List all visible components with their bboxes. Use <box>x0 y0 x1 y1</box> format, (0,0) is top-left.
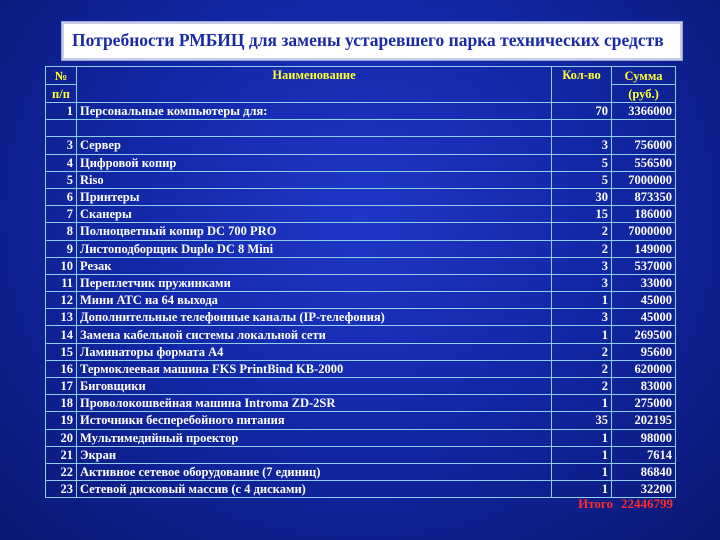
row-qty: 15 <box>552 206 612 223</box>
header-num-line2: п/п <box>46 85 77 103</box>
row-qty: 2 <box>552 360 612 377</box>
row-qty: 2 <box>552 223 612 240</box>
row-num: 14 <box>46 326 77 343</box>
row-name: Принтеры <box>77 188 552 205</box>
row-name: Сканеры <box>77 206 552 223</box>
row-name: Замена кабельной системы локальной сети <box>77 326 552 343</box>
row-qty: 1 <box>552 292 612 309</box>
total-label: Итого <box>578 496 613 511</box>
row-num: 15 <box>46 343 77 360</box>
row-sum: 7000000 <box>612 171 676 188</box>
table-row <box>46 103 676 120</box>
row-qty: 1 <box>552 326 612 343</box>
row-num: 8 <box>46 223 77 240</box>
row-sum: 873350 <box>612 188 676 205</box>
row-name: Резак <box>77 257 552 274</box>
table-row <box>46 412 676 429</box>
title-box <box>62 22 682 60</box>
row-sum: 95600 <box>612 343 676 360</box>
row-sum: 7000000 <box>612 223 676 240</box>
row-qty: 30 <box>552 188 612 205</box>
row-sum: 7614 <box>612 446 676 463</box>
row-sum: 149000 <box>612 240 676 257</box>
header-qty: Кол-во <box>552 67 612 103</box>
row-num: 13 <box>46 309 77 326</box>
row-num: 4 <box>46 154 77 171</box>
row-num: 20 <box>46 429 77 446</box>
row-sum: 45000 <box>612 309 676 326</box>
row-num: 11 <box>46 274 77 291</box>
row-num: 5 <box>46 171 77 188</box>
row-num: 22 <box>46 463 77 480</box>
header-num-line1: № <box>46 67 77 85</box>
total-value: 22446799 <box>621 496 673 511</box>
row-sum: 275000 <box>612 395 676 412</box>
row-qty: 2 <box>552 378 612 395</box>
row-sum: 86840 <box>612 463 676 480</box>
row-name: Биговщики <box>77 378 552 395</box>
row-name: Riso <box>77 171 552 188</box>
row-sum <box>612 120 676 137</box>
row-sum: 45000 <box>612 292 676 309</box>
row-name <box>77 120 552 137</box>
row-qty: 5 <box>552 154 612 171</box>
row-sum: 756000 <box>612 137 676 154</box>
row-qty: 2 <box>552 240 612 257</box>
row-num: 12 <box>46 292 77 309</box>
row-qty: 3 <box>552 137 612 154</box>
table-row <box>46 274 676 291</box>
row-num: 23 <box>46 481 77 498</box>
table-row <box>46 137 676 154</box>
row-name: Проволокошвейная машина Introma ZD-2SR <box>77 395 552 412</box>
page-title: Потребности РМБИЦ для замены устаревшего парка технических средств <box>72 30 664 50</box>
row-qty: 5 <box>552 171 612 188</box>
row-sum: 556500 <box>612 154 676 171</box>
row-name: Ламинаторы формата А4 <box>77 343 552 360</box>
row-name: Сервер <box>77 137 552 154</box>
row-qty: 1 <box>552 481 612 498</box>
total-line <box>578 496 673 512</box>
table-row <box>46 154 676 171</box>
row-num: 9 <box>46 240 77 257</box>
row-num <box>46 120 77 137</box>
row-sum: 269500 <box>612 326 676 343</box>
row-num: 16 <box>46 360 77 377</box>
header-sum-line1: Сумма <box>612 67 676 85</box>
row-num: 19 <box>46 412 77 429</box>
needs-table <box>45 66 676 498</box>
row-name: Листоподборщик Duplo DC 8 Mini <box>77 240 552 257</box>
row-name: Термоклеевая машина FKS PrintBind KB-2000 <box>77 360 552 377</box>
table-row <box>46 171 676 188</box>
table-row <box>46 223 676 240</box>
row-name: Источники бесперебойного питания <box>77 412 552 429</box>
row-num: 17 <box>46 378 77 395</box>
row-sum: 202195 <box>612 412 676 429</box>
header-name: Наименование <box>77 67 552 103</box>
row-sum: 537000 <box>612 257 676 274</box>
table-row <box>46 292 676 309</box>
table-row <box>46 188 676 205</box>
row-sum: 3366000 <box>612 103 676 120</box>
row-qty: 1 <box>552 429 612 446</box>
row-name: Мультимедийный проектор <box>77 429 552 446</box>
table-row <box>46 257 676 274</box>
row-num: 18 <box>46 395 77 412</box>
table-row <box>46 360 676 377</box>
row-qty: 3 <box>552 274 612 291</box>
row-qty: 1 <box>552 395 612 412</box>
table-row <box>46 343 676 360</box>
row-name: Мини АТС на 64 выхода <box>77 292 552 309</box>
row-num: 1 <box>46 103 77 120</box>
table-row <box>46 206 676 223</box>
row-qty: 1 <box>552 463 612 480</box>
row-qty: 35 <box>552 412 612 429</box>
header-sum-line2: (руб.) <box>612 85 676 103</box>
row-sum: 186000 <box>612 206 676 223</box>
row-name: Активное сетевое оборудование (7 единиц) <box>77 463 552 480</box>
table-row <box>46 240 676 257</box>
table-row <box>46 326 676 343</box>
row-sum: 32200 <box>612 481 676 498</box>
row-sum: 620000 <box>612 360 676 377</box>
row-qty: 3 <box>552 257 612 274</box>
row-sum: 83000 <box>612 378 676 395</box>
row-qty: 2 <box>552 343 612 360</box>
row-name: Персональные компьютеры для: <box>77 103 552 120</box>
table-row <box>46 120 676 137</box>
row-qty: 1 <box>552 446 612 463</box>
row-qty: 3 <box>552 309 612 326</box>
row-sum: 33000 <box>612 274 676 291</box>
row-qty <box>552 120 612 137</box>
table-row <box>46 395 676 412</box>
row-num: 7 <box>46 206 77 223</box>
row-num: 6 <box>46 188 77 205</box>
row-name: Переплетчик пружинками <box>77 274 552 291</box>
table-row <box>46 463 676 480</box>
row-sum: 98000 <box>612 429 676 446</box>
row-num: 10 <box>46 257 77 274</box>
row-name: Сетевой дисковый массив (с 4 дисками) <box>77 481 552 498</box>
row-num: 3 <box>46 137 77 154</box>
row-num: 21 <box>46 446 77 463</box>
row-name: Экран <box>77 446 552 463</box>
row-qty: 70 <box>552 103 612 120</box>
header-row <box>46 67 676 85</box>
table-row <box>46 309 676 326</box>
row-name: Полноцветный копир DC 700 PRO <box>77 223 552 240</box>
row-name: Цифровой копир <box>77 154 552 171</box>
row-name: Дополнительные телефонные каналы (IP-телефония) <box>77 309 552 326</box>
table-row <box>46 429 676 446</box>
table-row <box>46 378 676 395</box>
table-row <box>46 446 676 463</box>
